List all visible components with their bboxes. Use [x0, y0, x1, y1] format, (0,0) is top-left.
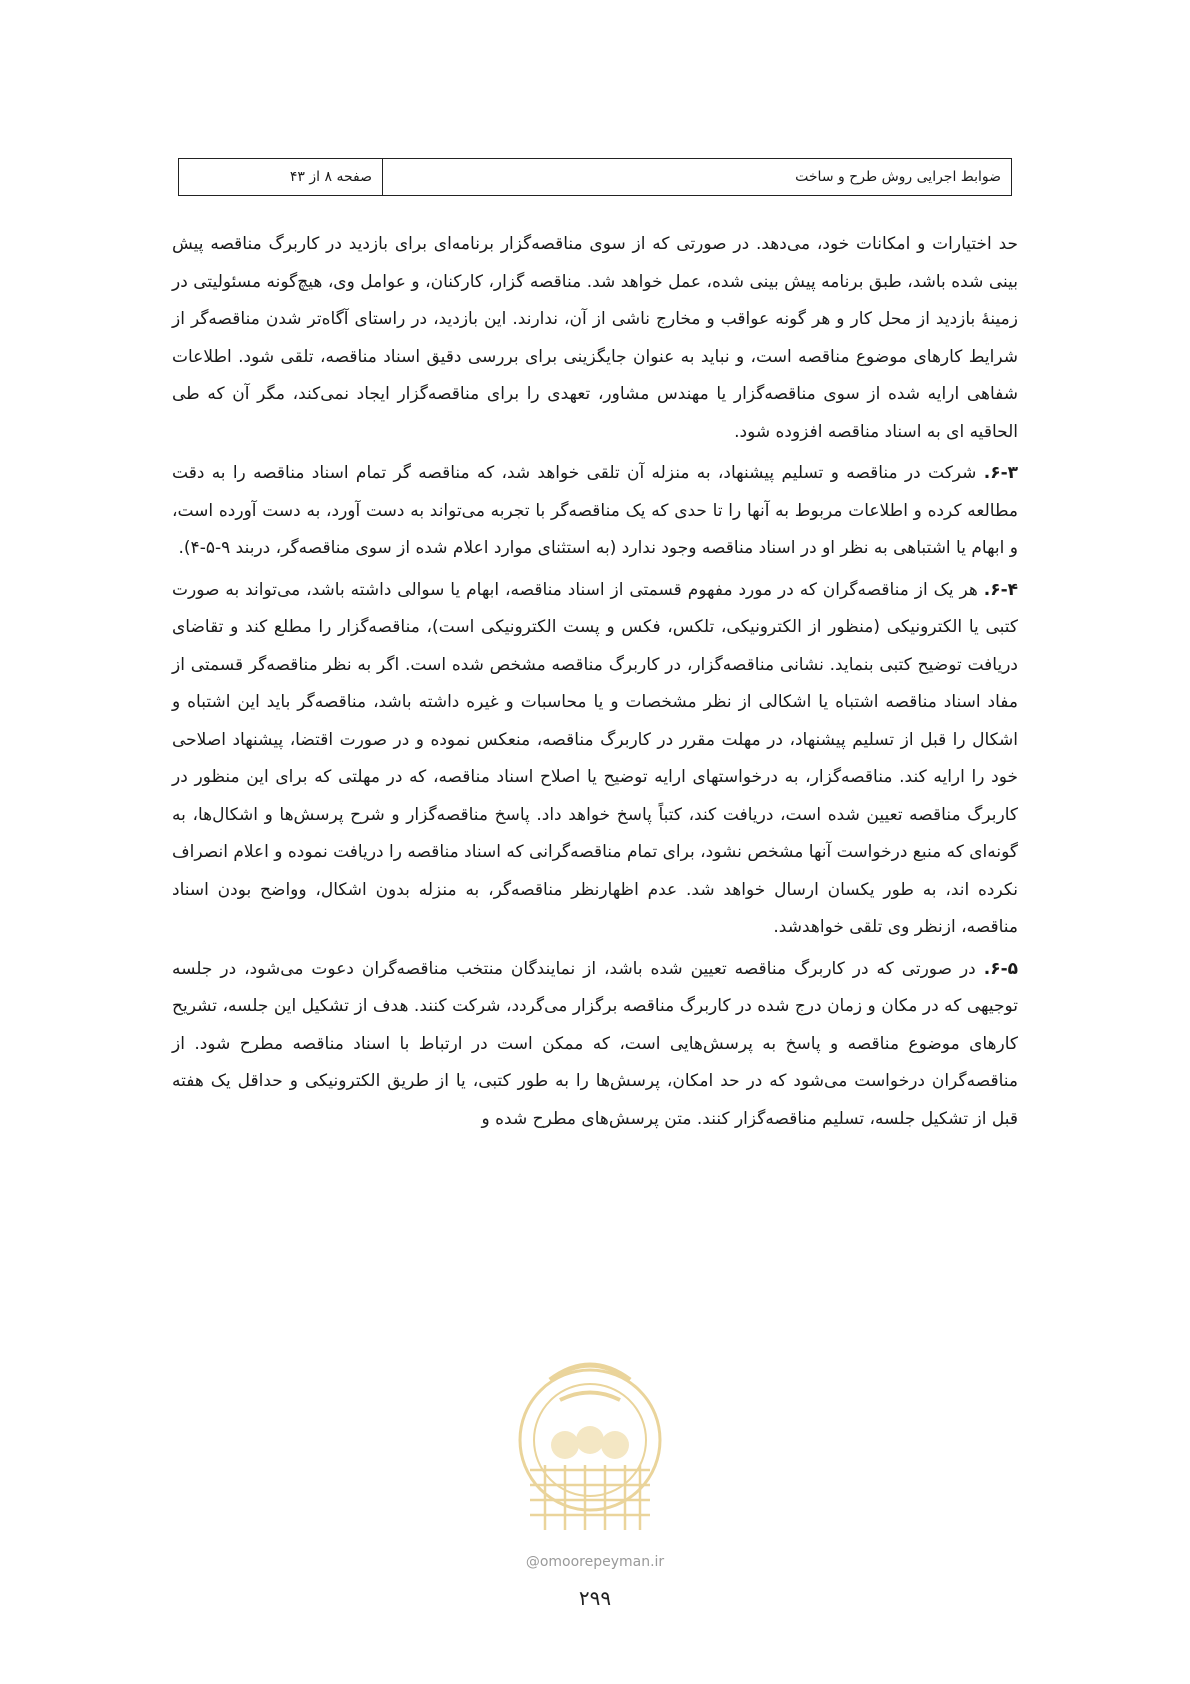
- paragraph-text: حد اختیارات و امکانات خود، می‌دهد. در صورتی که از سوی مناقصه‌گزار برنامه‌ای برای بازدید در کاربرگ مناقصه پیش بینی شده باشد، طبق برنامه پیش بینی شده، عمل خواهد شد. مناقصه گزار، کارکنان، و عوامل وی، هیچ‌گونه مسئولیتی در زمینهٔ بازدید از محل کار و هر گونه عواقب و مخارج ناشی از آن، ندارند. این بازدید، در راستای آگاه‌تر شدن مناقصه‌گر از شرایط کارهای موضوع مناقصه است، و نباید به عنوان جایگزینی برای بررسی دقیق اسناد مناقصه، تلقی شود. اطلاعات شفاهی ارایه شده از سوی مناقصه‌گزار یا مهندس مشاور، تعهدی را برای مناقصه‌گزار ایجاد نمی‌کند، مگر آن که طی الحاقیه ای به اسناد مناقصه افزوده شود.: [172, 234, 1018, 442]
- paragraph-6-3: [172, 455, 1018, 568]
- body-text: [172, 226, 1018, 1142]
- watermark-site-text: @omoorepeyman.ir: [525, 1554, 665, 1570]
- paragraph-text: هر یک از مناقصه‌گران که در مورد مفهوم قسمتی از اسناد مناقصه، ابهام یا سوالی داشته باشد، می‌تواند به صورت کتبی یا الکترونیکی (منظور از الکترونیکی، تلکس، فکس و پست الکترونیکی است)، مناقصه‌گزار را مطلع کند و تقاضای دریافت توضیح کتبی بنماید. نشانی مناقصه‌گزار، در کاربرگ مناقصه مشخص شده است. اگر به نظر مناقصه‌گر قسمتی از مفاد اسناد مناقصه اشتباه یا اشکالی از نظر مشخصات و یا محاسبات و غیره داشته باشد، مناقصه‌گر باید این اشتباه و اشکال را قبل از تسلیم پیشنهاد، در مهلت مقرر در کاربرگ مناقصه، منعکس نموده و در صورت اقتضا، پیشنهاد اصلاحی خود را ارایه کند. مناقصه‌گزار، به درخواستهای ارایه توضیح یا اصلاح اسناد مناقصه، که در مهلتی که برای این منظور در کاربرگ مناقصه تعیین شده است، دریافت کند، کتباً پاسخ خواهد داد. پاسخ مناقصه‌گزار و شرح پرسش‌ها و اشکال‌ها، به گونه‌ای که منبع درخواست آنها مشخص نشود، برای تمام مناقصه‌گرانی که اسناد مناقصه را دریافت نموده و اعلام انصراف نکرده اند، به طور یکسان ارسال خواهد شد. عدم اظهارنظر مناقصه‌گر، به منزله بدون اشکال، وواضح بودن اسناد مناقصه، ازنظر وی تلقی خواهدشد.: [172, 579, 1018, 937]
- paragraph-text: در صورتی که در کاربرگ مناقصه تعیین شده باشد، از نمایندگان منتخب مناقصه‌گران دعوت می‌شود، در جلسه توجیهی که در مکان و زمان درج شده در کاربرگ مناقصه برگزار می‌گردد، شرکت کنند. هدف از تشکیل این جلسه، تشریح کارهای موضوع مناقصه و پاسخ به پرسش‌هایی است، که ممکن است در ارتباط با اسناد مناقصه مطرح شود. از مناقصه‌گران درخواست می‌شود که در حد امکان، پرسش‌ها را به طور کتبی، یا از طریق الکترونیکی و حداقل یک هفته قبل از تشکیل جلسه، تسلیم مناقصه‌گزار کنند. متن پرسش‌های مطرح شده و: [172, 958, 1018, 1129]
- page-label: صفحه ۸ از ۴۳: [179, 159, 383, 195]
- document-title: ضوابط اجرایی روش طرح و ساخت: [795, 169, 1001, 185]
- paragraph-6-5: [172, 951, 1018, 1139]
- watermark-logo-icon: [490, 1340, 690, 1540]
- paragraph-number: ۶-۵.: [983, 958, 1018, 979]
- paragraph-6-4: [172, 572, 1018, 947]
- paragraph-number: ۶-۳.: [983, 463, 1018, 483]
- paragraph-continued: [172, 226, 1018, 451]
- page-number: ۲۹۹: [578, 1586, 612, 1610]
- paragraph-number: ۶-۴.: [983, 579, 1018, 600]
- page-header-table: [178, 158, 1012, 196]
- paragraph-text: شرکت در مناقصه و تسلیم پیشنهاد، به منزله آن تلقی خواهد شد، که مناقصه گر تمام اسناد مناقصه را به دقت مطالعه کرده و اطلاعات مربوط به آنها را تا حدی که یک مناقصه‌گر با تجربه می‌تواند به دست آورد، به دست آورده است، و ابهام یا اشتباهی به نظر او در اسناد مناقصه وجود ندارد (به استثنای موارد اعلام شده از سوی مناقصه‌گر، دربند ۹-۵-۴).: [172, 463, 1018, 558]
